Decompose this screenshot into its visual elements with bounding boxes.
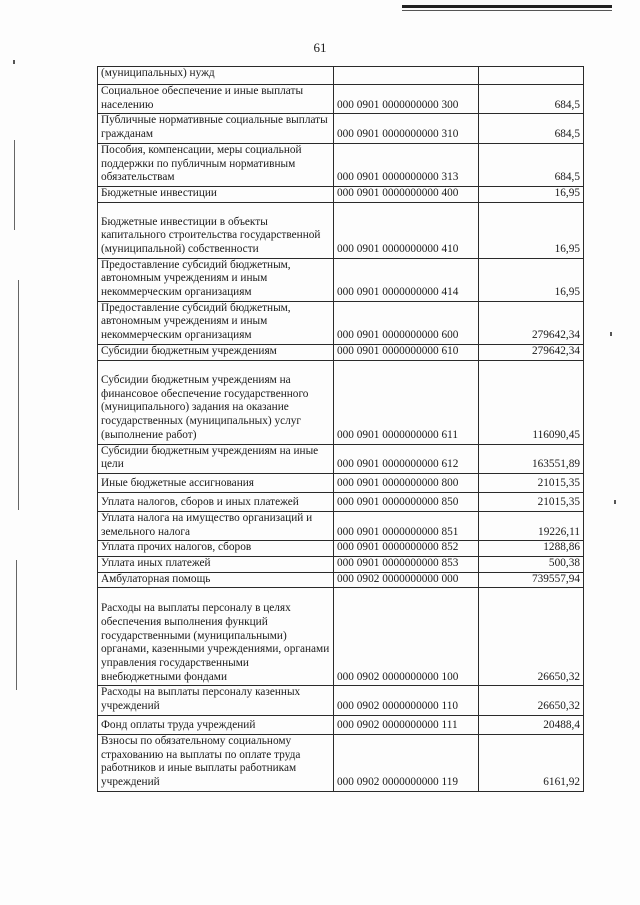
table-row (98, 67, 584, 85)
row-code: 000 0901 0000000000 611 (334, 360, 479, 444)
row-code: 000 0902 0000000000 111 (334, 715, 479, 734)
row-code: 000 0901 0000000000 853 (334, 557, 479, 573)
row-sum: 21015,35 (479, 492, 584, 511)
row-name: Расходы на выплаты персоналу в целях обеспечения выполнения функций государственными (муниципальными) органами, казенными учреждениями, органами управления государственными внебюджетными фондами (98, 588, 334, 686)
row-sum: 684,5 (479, 143, 584, 186)
row-name: Иные бюджетные ассигнования (98, 473, 334, 492)
scan-margin-dot (614, 500, 616, 504)
table-row (98, 360, 584, 444)
row-code: 000 0902 0000000000 000 (334, 572, 479, 588)
row-name: Амбулаторная помощь (98, 572, 334, 588)
row-code (334, 67, 479, 85)
row-name: Социальное обеспечение и иные выплаты населению (98, 85, 334, 114)
row-code: 000 0901 0000000000 850 (334, 492, 479, 511)
table-row (98, 572, 584, 588)
row-code: 000 0901 0000000000 600 (334, 301, 479, 344)
row-code: 000 0902 0000000000 119 (334, 734, 479, 791)
row-name: Бюджетные инвестиции (98, 186, 334, 202)
row-name: (муниципальных) нужд (98, 67, 334, 85)
row-name: Публичные нормативные социальные выплаты гражданам (98, 114, 334, 143)
row-name: Пособия, компенсации, меры социальной поддержки по публичным нормативным обязательствам (98, 143, 334, 186)
scan-margin-line (14, 140, 15, 230)
row-sum: 684,5 (479, 114, 584, 143)
row-code: 000 0901 0000000000 310 (334, 114, 479, 143)
row-name: Фонд оплаты труда учреждений (98, 715, 334, 734)
row-code: 000 0901 0000000000 852 (334, 541, 479, 557)
row-name: Расходы на выплаты персоналу казенных учреждений (98, 686, 334, 715)
row-code: 000 0901 0000000000 610 (334, 344, 479, 360)
row-code: 000 0901 0000000000 414 (334, 258, 479, 301)
page-number: 61 (313, 40, 327, 55)
row-name: Субсидии бюджетным учреждениям на иные цели (98, 444, 334, 473)
row-sum: 16,95 (479, 202, 584, 258)
table-row (98, 202, 584, 258)
row-sum: 279642,34 (479, 301, 584, 344)
row-sum: 1288,86 (479, 541, 584, 557)
row-code: 000 0901 0000000000 410 (334, 202, 479, 258)
table-row (98, 301, 584, 344)
scan-margin-line (18, 280, 19, 510)
table-row (98, 541, 584, 557)
row-sum: 116090,45 (479, 360, 584, 444)
row-name: Предоставление субсидий бюджетным, автономным учреждениям и иным некоммерческим организациям (98, 301, 334, 344)
table-row (98, 444, 584, 473)
table-row (98, 143, 584, 186)
row-name: Уплата налога на имущество организаций и земельного налога (98, 511, 334, 540)
table-row (98, 715, 584, 734)
row-name: Взносы по обязательному социальному страхованию на выплаты по оплате труда работников и иные выплаты работникам учреждений (98, 734, 334, 791)
row-sum: 684,5 (479, 85, 584, 114)
table-row (98, 344, 584, 360)
table-row (98, 588, 584, 686)
scan-margin-line (16, 560, 17, 690)
row-sum: 500,38 (479, 557, 584, 573)
row-name: Уплата налогов, сборов и иных платежей (98, 492, 334, 511)
table-row (98, 511, 584, 540)
row-code: 000 0902 0000000000 110 (334, 686, 479, 715)
row-code: 000 0901 0000000000 300 (334, 85, 479, 114)
row-sum: 19226,11 (479, 511, 584, 540)
row-name: Субсидии бюджетным учреждениям (98, 344, 334, 360)
table-row (98, 186, 584, 202)
row-code: 000 0901 0000000000 313 (334, 143, 479, 186)
header-rule-thick (402, 5, 612, 8)
header-rule-thin (402, 10, 612, 11)
table-row (98, 258, 584, 301)
table-row (98, 734, 584, 791)
row-sum: 16,95 (479, 258, 584, 301)
row-name: Субсидии бюджетным учреждениям на финансовое обеспечение государственного (муниципального) задания на оказание государственных (муниципальных) услуг (выполнение работ) (98, 360, 334, 444)
row-sum: 20488,4 (479, 715, 584, 734)
table-row (98, 114, 584, 143)
table-row (98, 686, 584, 715)
row-code: 000 0902 0000000000 100 (334, 588, 479, 686)
row-sum: 16,95 (479, 186, 584, 202)
table-row (98, 85, 584, 114)
row-name: Уплата иных платежей (98, 557, 334, 573)
row-sum: 26650,32 (479, 588, 584, 686)
row-name: Уплата прочих налогов, сборов (98, 541, 334, 557)
row-name: Бюджетные инвестиции в объекты капитального строительства государственной (муниципальной) собственности (98, 202, 334, 258)
budget-table (97, 66, 584, 792)
row-code: 000 0901 0000000000 851 (334, 511, 479, 540)
row-sum: 739557,94 (479, 572, 584, 588)
row-name: Предоставление субсидий бюджетным, автономным учреждениям и иным некоммерческим организациям (98, 258, 334, 301)
table-row (98, 473, 584, 492)
row-code: 000 0901 0000000000 400 (334, 186, 479, 202)
row-code: 000 0901 0000000000 612 (334, 444, 479, 473)
row-sum (479, 67, 584, 85)
row-sum: 6161,92 (479, 734, 584, 791)
row-sum: 279642,34 (479, 344, 584, 360)
scan-margin-dot (13, 60, 15, 64)
row-sum: 21015,35 (479, 473, 584, 492)
table-row (98, 557, 584, 573)
scan-margin-dot (610, 332, 612, 336)
row-sum: 26650,32 (479, 686, 584, 715)
table-row (98, 492, 584, 511)
row-code: 000 0901 0000000000 800 (334, 473, 479, 492)
row-sum: 163551,89 (479, 444, 584, 473)
